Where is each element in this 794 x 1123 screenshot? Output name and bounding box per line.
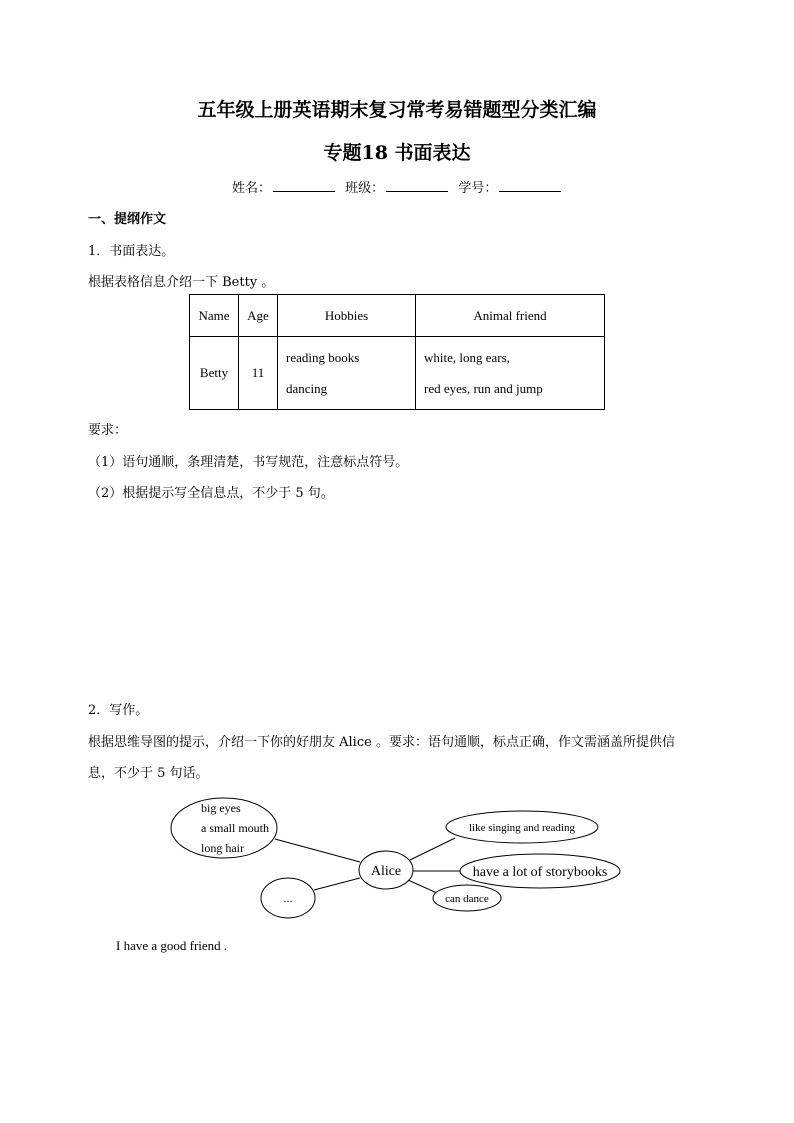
- id-label: 学号：: [458, 181, 498, 196]
- cell-hobbies: [278, 337, 416, 410]
- appearance-item: a small mouth: [201, 821, 269, 835]
- header-animal-friend: Animal friend: [416, 295, 605, 337]
- cell-animal-friend: [416, 337, 605, 410]
- requirement-1: （1）语句通顺，条理清楚，书写规范，注意标点符号。: [88, 455, 409, 470]
- header-name: Name: [190, 295, 239, 337]
- student-info-line: [232, 177, 567, 196]
- center-label: Alice: [370, 864, 402, 879]
- mindmap-link: [408, 880, 437, 893]
- essay-starter: I have a good friend .: [116, 938, 228, 953]
- appearance-item: long hair: [201, 841, 244, 855]
- betty-info-table: [189, 294, 605, 410]
- animal-desc: red eyes, run and jump: [424, 381, 543, 396]
- page-title: 五年级上册英语期末复习常考易错题型分类汇编: [197, 99, 597, 121]
- appearance-item: big eyes: [201, 801, 241, 815]
- hobby-item: reading books: [286, 350, 360, 365]
- dance-label: can dance: [445, 893, 489, 905]
- header-age: Age: [239, 295, 278, 337]
- class-blank[interactable]: [386, 179, 448, 192]
- animal-desc: white, long ears,: [424, 350, 510, 365]
- name-blank[interactable]: [273, 179, 335, 192]
- class-label: 班级：: [345, 181, 385, 196]
- name-label: 姓名：: [232, 181, 272, 196]
- page-subtitle: 专题18 书面表达: [323, 142, 471, 164]
- storybooks-label: have a lot of storybooks: [472, 865, 608, 880]
- section-heading: 一、提纲作文: [88, 212, 167, 227]
- cell-age: 11: [239, 337, 278, 410]
- like-label: like singing and reading: [468, 822, 576, 834]
- mindmap-link: [314, 878, 360, 890]
- requirement-2: （2）根据提示写全信息点，不少于 5 句。: [88, 486, 334, 501]
- question-2-instruction-line2: 息，不少于 5 句话。: [88, 766, 209, 781]
- cell-name: Betty: [190, 337, 239, 410]
- mindmap-link: [410, 838, 455, 860]
- other-label: ...: [283, 891, 293, 905]
- requirements-label: 要求：: [88, 423, 128, 438]
- question-1-instruction: 根据表格信息介绍一下 Betty 。: [88, 275, 275, 290]
- mindmap-link: [275, 839, 360, 862]
- header-hobbies: Hobbies: [278, 295, 416, 337]
- question-1-number: 1．书面表达。: [88, 244, 175, 259]
- table-row: [190, 337, 605, 410]
- id-blank[interactable]: [499, 179, 561, 192]
- question-2-number: 2．写作。: [88, 703, 149, 718]
- alice-mind-map: [0, 790, 794, 930]
- question-2-instruction-line1: 根据思维导图的提示，介绍一下你的好朋友 Alice 。要求：语句通顺，标点正确，作文需涵盖所提供信: [88, 735, 675, 750]
- table-header-row: [190, 295, 605, 337]
- hobby-item: dancing: [286, 381, 328, 396]
